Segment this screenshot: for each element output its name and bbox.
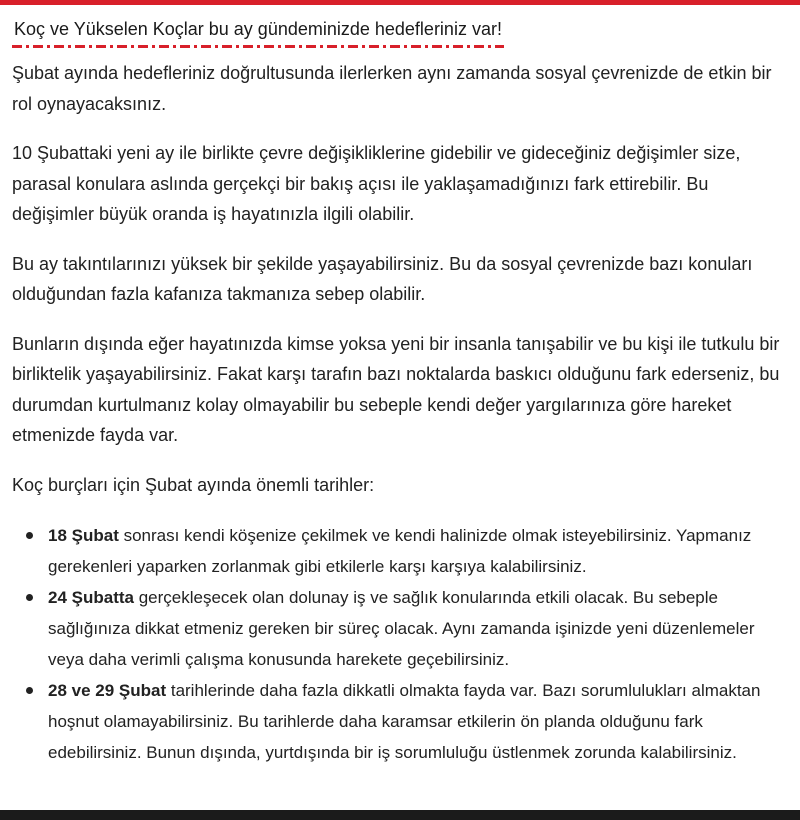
- date-description: sonrası kendi köşenize çekilmek ve kendi halinizde olmak isteyebilirsiniz. Yapmanız gerekenleri yaparken zorlanmak gibi etkilerle karşı karşıya kalabilirsiniz.: [48, 526, 752, 576]
- bullet-icon: [26, 532, 33, 539]
- paragraph-intro: Şubat ayında hedefleriniz doğrultusunda ilerlerken aynı zamanda sosyal çevrenizde de etkin bir rol oynayacaksınız.: [12, 63, 772, 114]
- paragraph-dates-heading: Koç burçları için Şubat ayında önemli tarihler:: [12, 474, 375, 495]
- headline-dashed-underline: [12, 45, 504, 48]
- important-dates-list: [12, 520, 792, 768]
- date-description: tarihlerinde daha fazla dikkatli olmakta fayda var. Bazı sorumlulukları almaktan hoşnut olamayabilirsiniz. Bu tarihlerde daha karamsar etkilerin ön planda olduğunu fark edebilirsiniz. Bunun dışında, yurtdışında bir iş sorumluluğu üstlenmek zorunda kalabilirsiniz.: [48, 681, 761, 762]
- date-label: 24 Şubatta: [48, 588, 134, 607]
- paragraph-relationship: Bunların dışında eğer hayatınızda kimse yoksa yeni bir insanla tanışabilir ve bu kişi ile tutkulu bir birliktelik yaşayabilirsiniz. Fakat karşı tarafın bazı noktalarda baskıcı olduğunu fark ederseniz, bu durumdan kurtulmanız kolay olmayabilir bu sebeple kendi değer yargılarınıza göre hareket etmenizde fayda var.: [12, 333, 780, 445]
- list-item: [12, 675, 792, 768]
- date-description: gerçekleşecek olan dolunay iş ve sağlık konularında etkili olacak. Bu sebeple sağlığınıza dikkat etmeniz gereken bir süreç olacak. Aynı zamanda işinizde yeni düzenlemeler veya daha verimli çalışma konusunda harekete geçebilirsiniz.: [48, 588, 755, 669]
- list-item: [12, 520, 792, 582]
- top-accent-bar: [0, 0, 800, 5]
- paragraph-obsessions: Bu ay takıntılarınızı yüksek bir şekilde yaşayabilirsiniz. Bu da sosyal çevrenizde bazı konuları olduğundan fazla kafanıza takmanıza sebep olabilir.: [12, 253, 753, 304]
- bottom-dark-bar: [0, 810, 800, 820]
- article-body: [12, 16, 792, 768]
- bullet-icon: [26, 687, 33, 694]
- list-item: [12, 582, 792, 675]
- date-label: 18 Şubat: [48, 526, 119, 545]
- bullet-icon: [26, 594, 33, 601]
- paragraph-new-moon: 10 Şubattaki yeni ay ile birlikte çevre değişikliklerine gidebilir ve gideceğiniz değişimler size, parasal konulara aslında gerçekçi bir bakış açısı ile yaklaşamadığınızı fark ettirebilir. Bu değişimler büyük oranda iş hayatınızla ilgili olabilir.: [12, 143, 741, 224]
- date-label: 28 ve 29 Şubat: [48, 681, 167, 700]
- article-headline: [12, 16, 504, 48]
- headline-text: Koç ve Yükselen Koçlar bu ay gündeminizde hedefleriniz var!: [14, 19, 502, 39]
